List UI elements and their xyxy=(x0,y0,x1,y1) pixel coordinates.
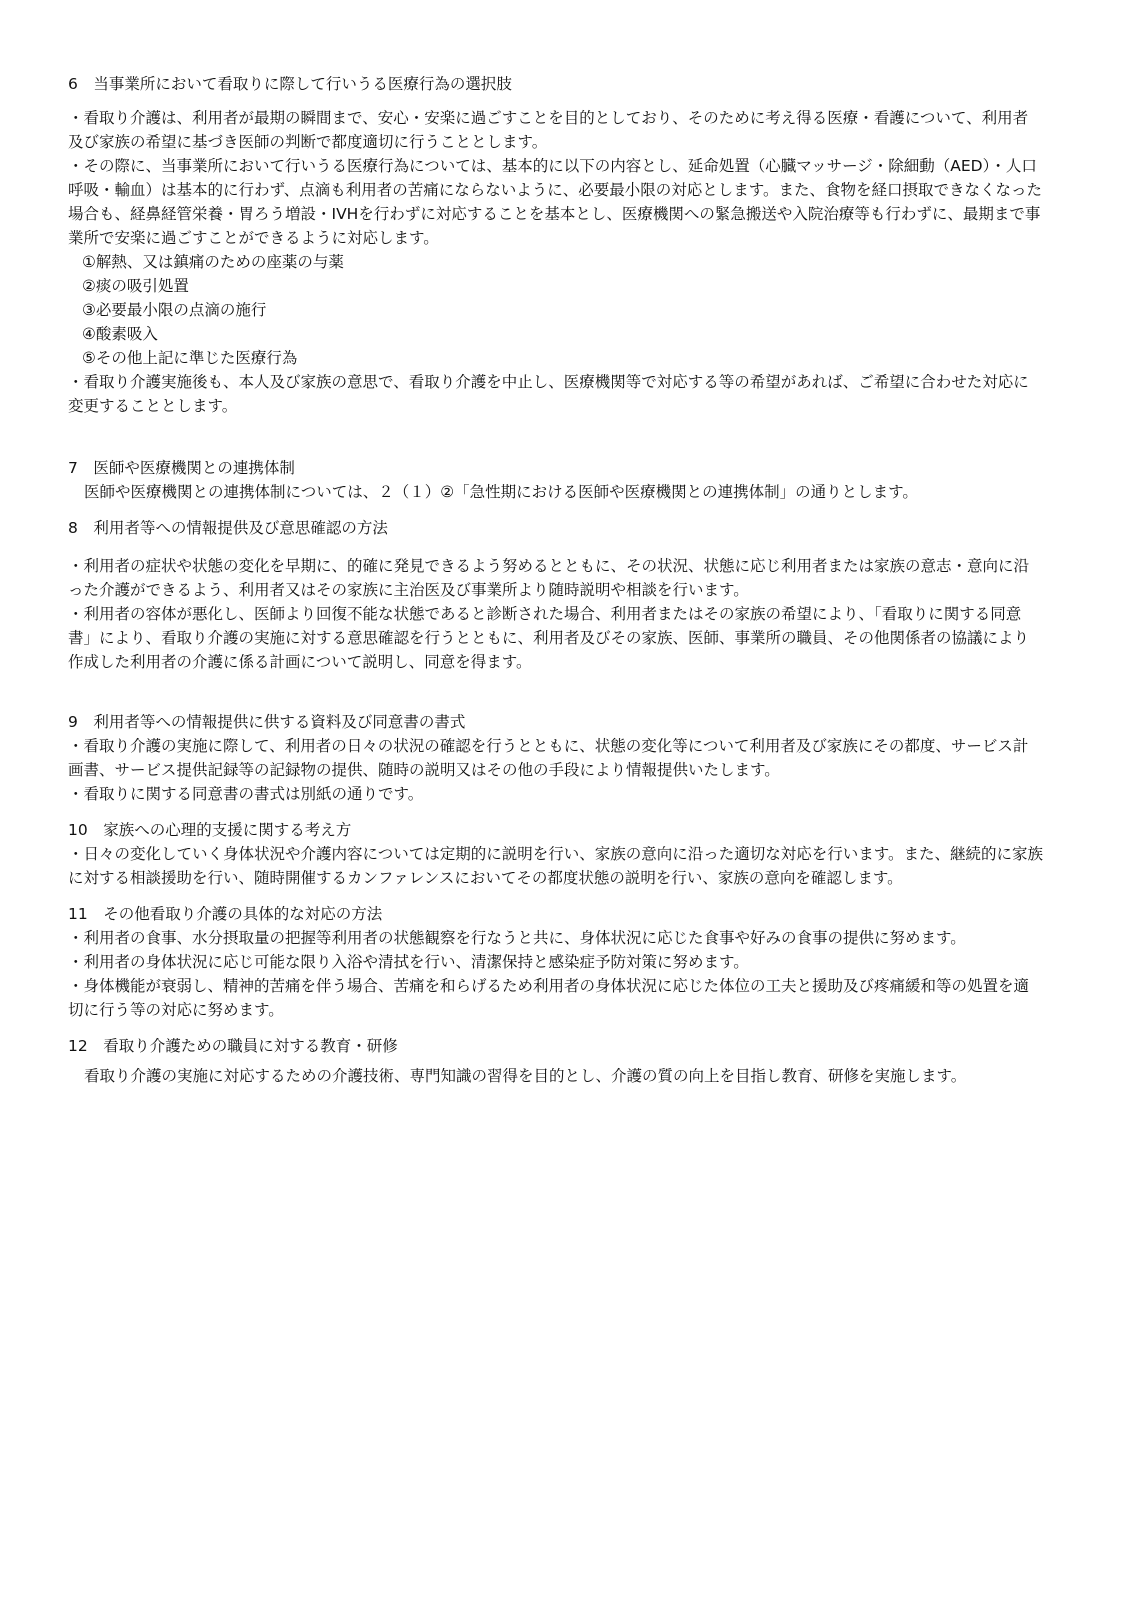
section-12 xyxy=(68,1034,1043,1088)
section-7 xyxy=(68,456,1043,504)
section-9 xyxy=(68,710,1043,806)
section-12-heading: 12 看取り介護ための職員に対する教育・研修 xyxy=(68,1037,398,1055)
section-11-paragraph-3: ・身体機能が衰弱し、精神的苦痛を伴う場合、苦痛を和らげるため利用者の身体状況に応じた体位の工夫と援助及び疼痛緩和等の処置を適切に行う等の対応に努めます。 xyxy=(68,977,1030,1019)
section-7-body: 医師や医療機関との連携体制については、２（１）②「急性期における医師や医療機関との連携体制」の通りとします。 xyxy=(84,483,918,501)
list-item: ③必要最小限の点滴の施行 xyxy=(82,301,267,319)
section-11-heading: 11 その他看取り介護の具体的な対応の方法 xyxy=(68,905,383,923)
list-item: ⑤その他上記に準じた医療行為 xyxy=(82,349,298,367)
section-11 xyxy=(68,902,1043,1022)
list-item: ④酸素吸入 xyxy=(82,325,158,343)
section-10 xyxy=(68,818,1043,890)
section-11-paragraph-1: ・利用者の食事、水分摂取量の把握等利用者の状態観察を行なうと共に、身体状況に応じた食事や好みの食事の提供に努めます。 xyxy=(68,929,966,947)
section-11-paragraph-2: ・利用者の身体状況に応じ可能な限り入浴や清拭を行い、清潔保持と感染症予防対策に努めます。 xyxy=(68,953,749,971)
section-6-closing: ・看取り介護実施後も、本人及び家族の意思で、看取り介護を中止し、医療機関等で対応する等の希望があれば、ご希望に合わせた対応に変更することとします。 xyxy=(68,373,1029,415)
section-6-paragraph-1: ・看取り介護は、利用者が最期の瞬間まで、安心・安楽に過ごすことを目的としており、そのために考え得る医療・看護について、利用者及び家族の希望に基づき医師の判断で都度適切に行うこととします。 xyxy=(68,109,1029,151)
section-6-heading: 6 当事業所において看取りに際して行いうる医療行為の選択肢 xyxy=(68,75,512,93)
section-7-heading: 7 医師や医療機関との連携体制 xyxy=(68,459,295,477)
section-9-heading: 9 利用者等への情報提供に供する資料及び同意書の書式 xyxy=(68,713,466,731)
section-6 xyxy=(68,72,1043,418)
section-12-body: 看取り介護の実施に対応するための介護技術、専門知識の習得を目的とし、介護の質の向上を目指し教育、研修を実施します。 xyxy=(84,1067,967,1085)
section-10-heading: 10 家族への心理的支援に関する考え方 xyxy=(68,821,352,839)
section-9-paragraph-1: ・看取り介護の実施に際して、利用者の日々の状況の確認を行うとともに、状態の変化等について利用者及び家族にその都度、サービス計画書、サービス提供記録等の記録物の提供、随時の説明又はその他の手段により情報提供いたします。 xyxy=(68,737,1029,779)
list-item: ①解熱、又は鎮痛のための座薬の与薬 xyxy=(82,253,344,271)
medical-actions-list xyxy=(68,250,1043,370)
section-8 xyxy=(68,516,1043,674)
section-8-paragraph-1: ・利用者の症状や状態の変化を早期に、的確に発見できるよう努めるとともに、その状況、状態に応じ利用者または家族の意志・意向に沿った介護ができるよう、利用者又はその家族に主治医及び事業所より随時説明や相談を行います。 xyxy=(68,557,1030,599)
list-item: ②痰の吸引処置 xyxy=(82,277,189,295)
section-10-paragraph-1: ・日々の変化していく身体状況や介護内容については定期的に説明を行い、家族の意向に沿った適切な対応を行います。また、継続的に家族に対する相談援助を行い、随時開催するカンファレンスにおいてその都度状態の説明を行い、家族の意向を確認します。 xyxy=(68,845,1043,887)
section-8-paragraph-2: ・利用者の容体が悪化し、医師より回復不能な状態であると診断された場合、利用者またはその家族の希望により、「看取りに関する同意書」により、看取り介護の実施に対する意思確認を行うとともに、利用者及びその家族、医師、事業所の職員、その他関係者の協議により作成した利用者の介護に係る計画について説明し、同意を得ます。 xyxy=(68,605,1030,671)
section-9-paragraph-2: ・看取りに関する同意書の書式は別紙の通りです。 xyxy=(68,785,424,803)
section-6-paragraph-2: ・その際に、当事業所において行いうる医療行為については、基本的に以下の内容とし、延命処置（心臓マッサージ・除細動（AED）・人口呼吸・輸血）は基本的に行わず、点滴も利用者の苦痛にならないように、必要最小限の対応とします。また、食物を経口摂取できなくなった場合も、経鼻経管栄養・胃ろう増設・IVHを行わずに対応することを基本とし、医療機関への緊急搬送や入院治療等も行わずに、最期まで事業所で安楽に過ごすことができるように対応します。 xyxy=(68,157,1043,247)
section-8-heading: 8 利用者等への情報提供及び意思確認の方法 xyxy=(68,519,388,537)
